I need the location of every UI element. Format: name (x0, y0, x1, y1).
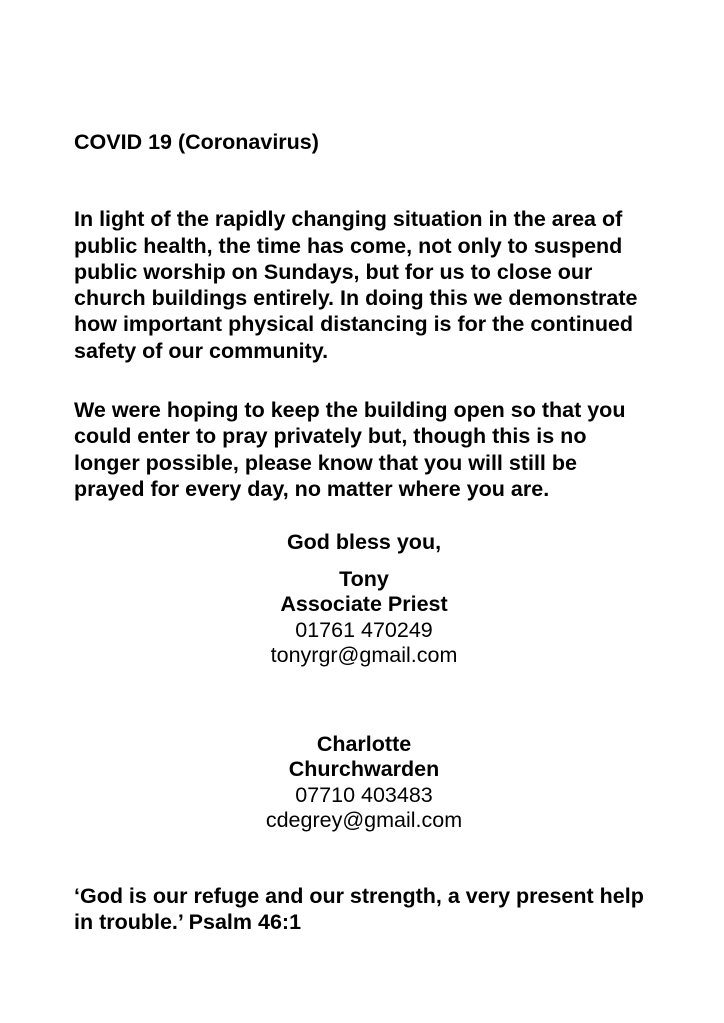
contact-email: tonyrgr@gmail.com (270, 643, 458, 668)
scripture-quote-line: ‘God is our refuge and our strength, a very present help (74, 883, 644, 908)
contact-role: Churchwarden (288, 757, 440, 782)
paragraph-line: In light of the rapidly changing situation in the area of (74, 207, 623, 232)
contact-phone: 07710 403483 (295, 782, 433, 807)
contact-block-associate-priest (74, 567, 654, 669)
contact-phone: 01761 470249 (295, 617, 433, 642)
paragraph-line: could enter to pray privately but, though this is no (74, 424, 587, 449)
paragraph-line: We were hoping to keep the building open so that you (74, 398, 626, 423)
scripture-quote-line: in trouble.’ Psalm 46:1 (74, 909, 302, 934)
paragraph-line: public worship on Sundays, but for us to close our (74, 259, 593, 284)
contact-name: Charlotte (316, 731, 412, 756)
closing-salutation: God bless you, (286, 530, 442, 555)
paragraph-prayer-notice (74, 397, 654, 502)
document-title: COVID 19 (Coronavirus) (74, 130, 319, 154)
contact-email: cdegrey@gmail.com (265, 808, 463, 833)
paragraph-line: public health, the time has come, not only to suspend (74, 233, 623, 258)
paragraph-line: church buildings entirely. In doing this we demonstrate (74, 286, 638, 311)
paragraph-line: how important physical distancing is for the continued (74, 312, 634, 337)
paragraph-line: safety of our community. (74, 338, 329, 363)
paragraph-closure-notice (74, 206, 654, 364)
scripture-quote (74, 883, 654, 936)
contact-role: Associate Priest (280, 592, 448, 617)
contact-name: Tony (339, 566, 389, 591)
paragraph-line: longer possible, please know that you will still be (74, 450, 577, 475)
paragraph-line: prayed for every day, no matter where you are. (74, 476, 550, 501)
contact-block-churchwarden (74, 732, 654, 834)
